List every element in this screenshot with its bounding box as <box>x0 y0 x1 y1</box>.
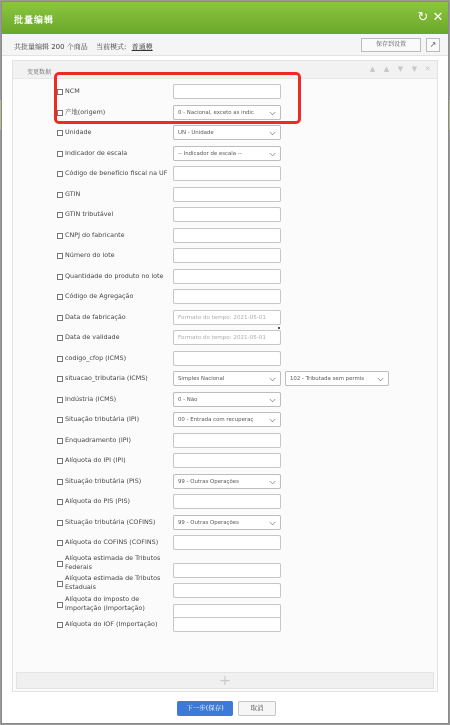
field-label: Quantidade do produto no lote <box>65 271 164 280</box>
field-label: Situação tributária (PIS) <box>65 476 142 485</box>
field-checkbox[interactable] <box>57 622 63 628</box>
field-select[interactable] <box>173 392 281 407</box>
panel-title: 变更数据 <box>27 69 52 76</box>
chevron-down-icon: ⌵ <box>269 374 276 383</box>
summary-text: 共批量编辑 200 个商品 <box>14 43 88 51</box>
field-label: Código de benefício fiscal na UF <box>65 169 168 177</box>
field-checkbox[interactable] <box>57 417 63 423</box>
field-checkbox[interactable] <box>57 192 63 198</box>
field-checkbox[interactable] <box>57 438 63 444</box>
field-input[interactable] <box>173 535 281 550</box>
field-select[interactable] <box>173 371 281 386</box>
field-checkbox[interactable] <box>57 540 63 546</box>
field-input[interactable] <box>173 289 281 304</box>
info-bar <box>2 34 448 56</box>
move-top-icon[interactable]: ▲ <box>383 65 390 73</box>
field-placeholder: Formato do tempo: 2021-05-01 <box>178 335 266 341</box>
select-value: 99 - Outras Operações <box>178 519 239 526</box>
field-input[interactable] <box>173 563 281 578</box>
field-checkbox[interactable] <box>57 581 63 587</box>
next-save-button[interactable]: 下一步(保存) <box>177 701 233 716</box>
dialog-footer <box>2 695 448 723</box>
chevron-down-icon: ⌵ <box>269 128 276 137</box>
field-input[interactable] <box>173 248 281 263</box>
field-label: Data de fabricação <box>65 312 126 321</box>
cancel-button[interactable]: 取消 <box>238 701 276 716</box>
chevron-down-icon: ⌵ <box>269 476 276 486</box>
field-checkbox[interactable] <box>57 397 63 403</box>
field-checkbox[interactable] <box>57 233 63 239</box>
field-label: Indicador de escala <box>65 148 128 157</box>
field-select[interactable] <box>285 371 389 386</box>
field-label: codigo_cfop (ICMS) <box>65 353 127 362</box>
field-checkbox[interactable] <box>57 335 63 341</box>
field-select[interactable] <box>173 125 281 140</box>
field-label: Enquadramento (IPI) <box>65 435 131 444</box>
field-input[interactable] <box>173 494 281 509</box>
field-label: CNPJ do fabricante <box>65 230 125 239</box>
field-label: Código de Agregação <box>65 292 134 300</box>
chevron-down-icon: ⌵ <box>269 415 276 424</box>
field-label: 产地(origem) <box>65 107 106 116</box>
field-input[interactable] <box>173 617 281 632</box>
field-checkbox[interactable] <box>57 520 63 526</box>
field-input[interactable] <box>173 269 281 284</box>
field-checkbox[interactable] <box>57 151 63 157</box>
highlight-box <box>54 72 301 124</box>
field-input[interactable] <box>173 207 281 222</box>
close-icon[interactable]: ✕ <box>432 10 444 25</box>
field-label: Número do lote <box>65 251 115 259</box>
field-checkbox[interactable] <box>57 602 63 608</box>
field-checkbox[interactable] <box>57 356 63 362</box>
select-value: UN - Unidade <box>178 130 214 136</box>
field-input[interactable] <box>173 351 281 366</box>
field-label: Unidade <box>65 128 92 136</box>
select-value: -- Indicador de escala -- <box>178 150 242 157</box>
field-label: GTIN <box>65 189 81 198</box>
field-label: Alíquota estimada de Tributos Federais <box>65 553 161 571</box>
field-label: Alíquota do IOF (Importação) <box>65 620 158 628</box>
field-checkbox[interactable] <box>57 274 63 280</box>
field-input[interactable] <box>173 166 281 181</box>
field-checkbox[interactable] <box>57 479 63 485</box>
chevron-down-icon: ⌵ <box>377 374 384 383</box>
field-checkbox[interactable] <box>57 376 63 382</box>
field-select[interactable] <box>173 515 281 530</box>
field-label: Alíquota do COFINS (COFINS) <box>65 538 159 546</box>
field-checkbox[interactable] <box>57 171 63 177</box>
field-input[interactable] <box>173 330 281 345</box>
field-label: Alíquota do IPI (IPI) <box>65 456 126 464</box>
field-label: GTIN tributável <box>65 210 114 218</box>
add-field-bar[interactable] <box>16 672 434 689</box>
field-select[interactable] <box>173 146 281 161</box>
field-input[interactable] <box>173 187 281 202</box>
batch-edit-dialog <box>1 1 449 724</box>
field-checkbox[interactable] <box>57 294 63 300</box>
field-input[interactable] <box>173 433 281 448</box>
field-placeholder: Formato do tempo: 2021-05-01 <box>178 314 266 321</box>
field-label: Alíquota do PIS (PIS) <box>65 497 130 505</box>
mode-label: 当前模式: <box>96 43 127 51</box>
mode-value[interactable]: 普通模 <box>131 43 153 51</box>
field-label: situacao_tributaria (ICMS) <box>65 374 148 382</box>
cursor-mark <box>278 327 280 329</box>
field-input[interactable] <box>173 310 281 325</box>
field-label: NCM <box>65 87 80 95</box>
field-select[interactable] <box>173 474 281 489</box>
chevron-down-icon: ⌵ <box>269 107 276 117</box>
field-checkbox[interactable] <box>57 458 63 464</box>
remove-icon[interactable]: ✕ <box>424 65 431 73</box>
field-input[interactable] <box>173 583 281 598</box>
field-select[interactable] <box>173 412 281 427</box>
refresh-icon[interactable]: ↻ <box>417 10 429 25</box>
field-input[interactable] <box>173 228 281 243</box>
field-checkbox[interactable] <box>57 561 63 567</box>
select-value: 00 - Entrada com recuperaç <box>178 417 254 423</box>
field-checkbox[interactable] <box>57 212 63 218</box>
field-label: Situação tributária (COFINS) <box>65 517 156 526</box>
field-input[interactable] <box>173 453 281 468</box>
field-label: Indústria (ICMS) <box>65 394 117 403</box>
dialog-titlebar <box>2 2 448 34</box>
field-checkbox[interactable] <box>57 253 63 259</box>
field-checkbox[interactable] <box>57 315 63 321</box>
field-checkbox[interactable] <box>57 130 63 136</box>
select-value: Simples Nacional <box>178 376 225 382</box>
save-setting-button[interactable]: 保存到设置 <box>361 38 421 52</box>
chevron-down-icon: ⌵ <box>269 517 276 527</box>
field-label: Alíquota estimada de Tributos Estaduais <box>65 574 161 591</box>
select-value: 102 - Tributada sem permis <box>290 376 365 382</box>
field-checkbox[interactable] <box>57 499 63 505</box>
move-bottom-icon[interactable]: ▼ <box>411 65 418 73</box>
move-down-icon[interactable]: ▼ <box>397 65 404 73</box>
field-label: Data de validade <box>65 333 120 341</box>
field-label: Situação tributária (IPI) <box>65 415 140 423</box>
move-up-icon[interactable]: ▲ <box>369 65 376 73</box>
edit-summary <box>14 42 153 52</box>
dialog-title: 批量编辑 <box>14 16 55 26</box>
select-value: 99 - Outras Operações <box>178 478 239 485</box>
field-label: Alíquota do imposto de importação (Importação) <box>65 594 145 612</box>
plus-icon[interactable]: + <box>219 673 231 689</box>
select-value: 0 - Não <box>178 396 198 403</box>
chevron-down-icon: ⌵ <box>269 394 276 404</box>
select-value: 0 - Nacional, exceto as indic <box>178 109 254 116</box>
chevron-down-icon: ⌵ <box>269 148 276 158</box>
pin-icon[interactable]: ↗ <box>426 38 440 52</box>
